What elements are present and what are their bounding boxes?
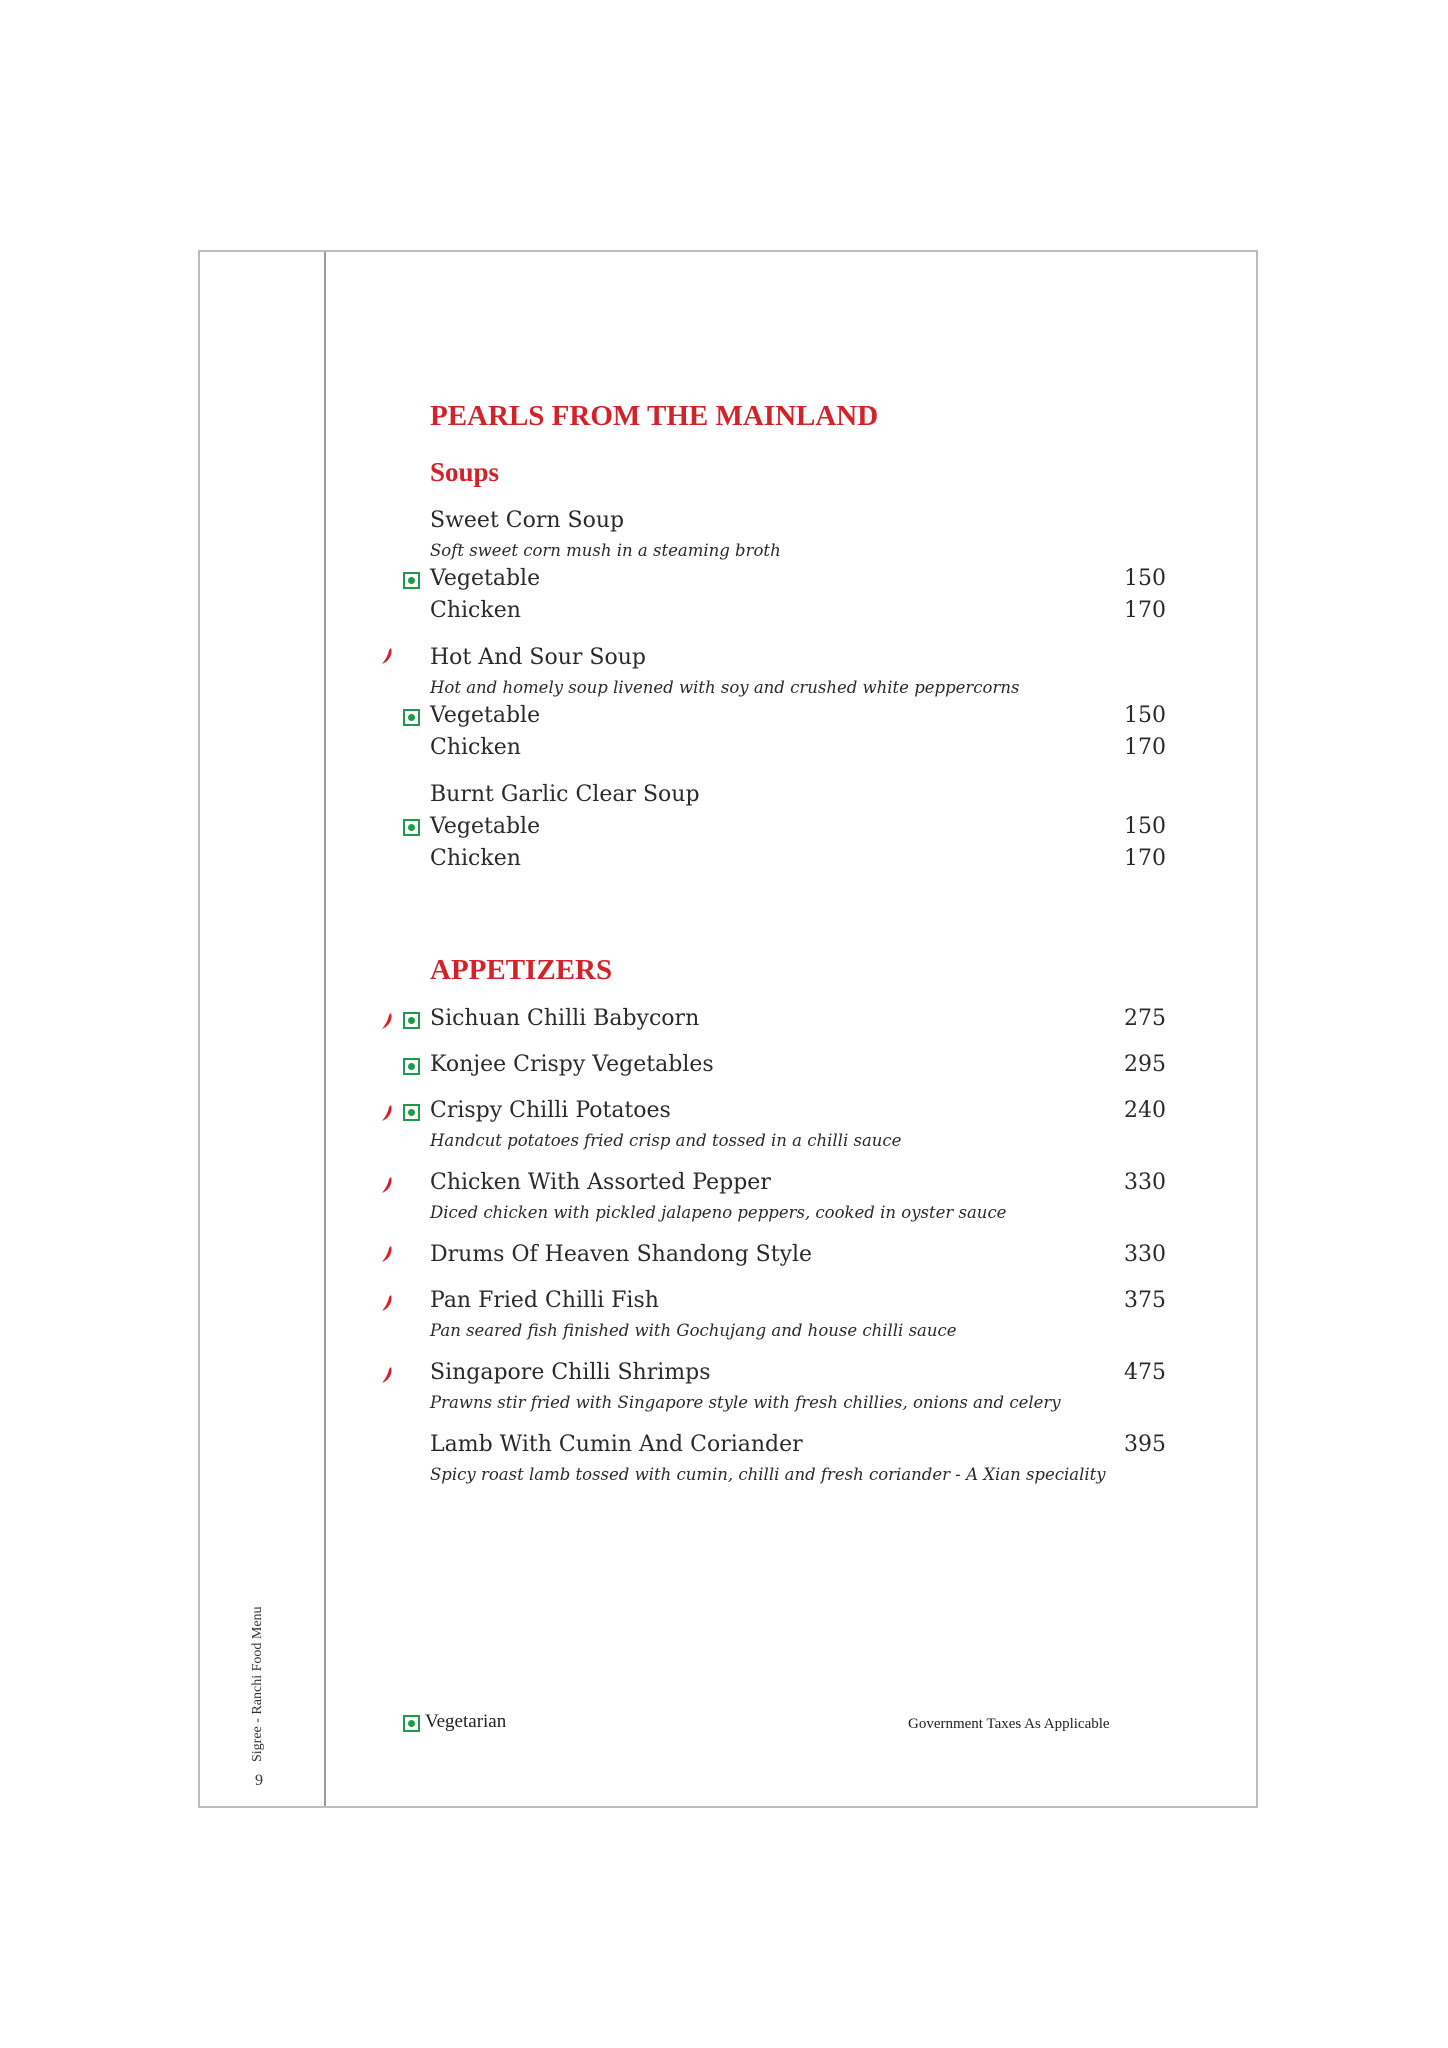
menu-item-price: 475: [1124, 1360, 1166, 1385]
menu-item-name: Pan Fried Chilli Fish: [430, 1288, 659, 1313]
veg-legend-icon: [403, 1715, 420, 1732]
menu-item-price: 275: [1124, 1006, 1166, 1031]
section-title-pearls: PEARLS FROM THE MAINLAND: [430, 400, 879, 432]
menu-item-name: Burnt Garlic Clear Soup: [430, 782, 700, 807]
variant-name: Vegetable: [430, 566, 541, 591]
menu-item-name: Konjee Crispy Vegetables: [430, 1052, 714, 1077]
veg-mark-icon: [403, 819, 420, 836]
variant-name: Vegetable: [430, 703, 541, 728]
variant-price: 170: [1124, 846, 1166, 871]
veg-mark-icon: [403, 1012, 420, 1029]
variant-name: Chicken: [430, 598, 521, 623]
menu-item-description: Soft sweet corn mush in a steaming broth: [430, 541, 781, 560]
menu-item-description: Handcut potatoes fried crisp and tossed in a chilli sauce: [430, 1131, 902, 1150]
variant-name: Vegetable: [430, 814, 541, 839]
subtitle-soups: Soups: [430, 457, 500, 487]
chilli-icon: [380, 1245, 394, 1263]
side-label: Sigree - Ranchi Food Menu: [250, 1606, 265, 1762]
menu-item-name: Sweet Corn Soup: [430, 508, 625, 533]
chilli-icon: [380, 647, 394, 665]
chilli-icon: [380, 1366, 394, 1384]
veg-mark-icon: [403, 709, 420, 726]
menu-item-price: 330: [1124, 1242, 1166, 1267]
menu-item-price: 295: [1124, 1052, 1166, 1077]
variant-name: Chicken: [430, 846, 521, 871]
menu-item-name: Chicken With Assorted Pepper: [430, 1170, 771, 1195]
variant-name: Chicken: [430, 735, 521, 760]
variant-price: 170: [1124, 735, 1166, 760]
margin-divider: [324, 252, 326, 1806]
menu-item-description: Hot and homely soup livened with soy and crushed white peppercorns: [430, 678, 1020, 697]
veg-mark-icon: [403, 1058, 420, 1075]
tax-note: Government Taxes As Applicable: [908, 1716, 1110, 1732]
menu-item-price: 375: [1124, 1288, 1166, 1313]
veg-mark-icon: [403, 572, 420, 589]
menu-item-description: Diced chicken with pickled jalapeno peppers, cooked in oyster sauce: [430, 1203, 1007, 1222]
menu-item-price: 240: [1124, 1098, 1166, 1123]
menu-item-name: Singapore Chilli Shrimps: [430, 1360, 711, 1385]
variant-price: 150: [1124, 566, 1166, 591]
menu-item-price: 395: [1124, 1432, 1166, 1457]
chilli-icon: [380, 1104, 394, 1122]
veg-mark-icon: [403, 1104, 420, 1121]
menu-item-name: Drums Of Heaven Shandong Style: [430, 1242, 813, 1267]
page-number: 9: [255, 1772, 263, 1789]
menu-item-description: Pan seared fish finished with Gochujang and house chilli sauce: [430, 1321, 957, 1340]
variant-price: 150: [1124, 814, 1166, 839]
menu-item-name: Crispy Chilli Potatoes: [430, 1098, 671, 1123]
variant-price: 150: [1124, 703, 1166, 728]
menu-item-description: Spicy roast lamb tossed with cumin, chilli and fresh coriander - A Xian speciality: [430, 1465, 1106, 1484]
section-title-appetizers: APPETIZERS: [430, 954, 613, 986]
veg-legend-label: Vegetarian: [425, 1711, 507, 1732]
menu-item-description: Prawns stir fried with Singapore style with fresh chillies, onions and celery: [430, 1393, 1061, 1412]
menu-item-price: 330: [1124, 1170, 1166, 1195]
chilli-icon: [380, 1012, 394, 1030]
chilli-icon: [380, 1294, 394, 1312]
chilli-icon: [380, 1176, 394, 1194]
menu-page-frame: [198, 250, 1258, 1808]
menu-item-name: Hot And Sour Soup: [430, 645, 646, 670]
variant-price: 170: [1124, 598, 1166, 623]
menu-item-name: Lamb With Cumin And Coriander: [430, 1432, 803, 1457]
menu-item-name: Sichuan Chilli Babycorn: [430, 1006, 700, 1031]
